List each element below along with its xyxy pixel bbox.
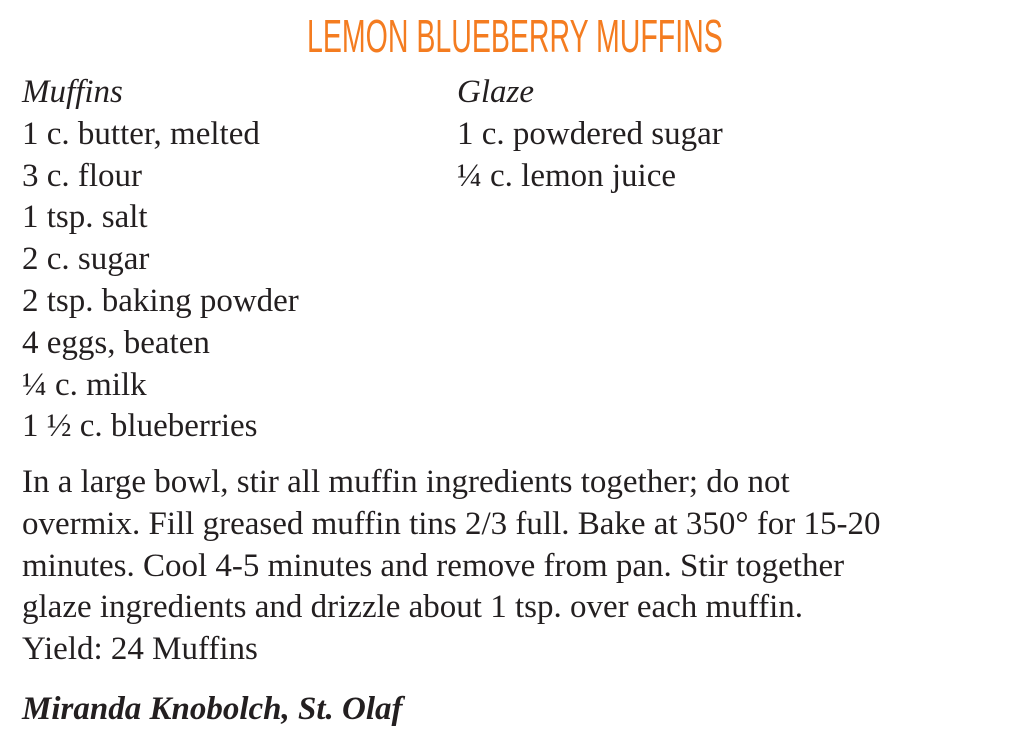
ingredient-item: ¼ c. milk — [22, 366, 147, 403]
ingredient-item: 2 c. sugar — [22, 241, 150, 278]
glaze-heading: Glaze — [457, 74, 534, 110]
ingredient-item: 3 c. flour — [22, 157, 143, 194]
directions-line: minutes. Cool 4-5 minutes and remove from pan. Stir together — [22, 547, 845, 584]
yield-line: Yield: 24 Muffins — [22, 631, 258, 668]
directions-paragraph — [22, 462, 1022, 671]
muffins-ingredient-list — [22, 72, 299, 448]
ingredient-item: ¼ c. lemon juice — [457, 157, 677, 194]
ingredient-item: 2 tsp. baking powder — [22, 282, 299, 319]
ingredient-item: 1 tsp. salt — [22, 199, 148, 236]
directions-line: overmix. Fill greased muffin tins 2/3 full. Bake at 350° for 15-20 — [22, 505, 881, 542]
glaze-ingredient-list — [457, 72, 723, 197]
recipe-title: LEMON BLUEBERRY MUFFINS — [307, 10, 723, 62]
ingredient-item: 1 ½ c. blueberries — [22, 408, 258, 445]
ingredient-item: 1 c. butter, melted — [22, 115, 260, 152]
recipe-author: Miranda Knobolch, St. Olaf — [22, 691, 403, 727]
directions-line: glaze ingredients and drizzle about 1 tsp. over each muffin. — [22, 589, 804, 626]
ingredient-item: 4 eggs, beaten — [22, 324, 210, 361]
ingredient-item: 1 c. powdered sugar — [457, 115, 723, 152]
directions-line: In a large bowl, stir all muffin ingredients together; do not — [22, 464, 790, 500]
muffins-heading: Muffins — [22, 74, 123, 110]
